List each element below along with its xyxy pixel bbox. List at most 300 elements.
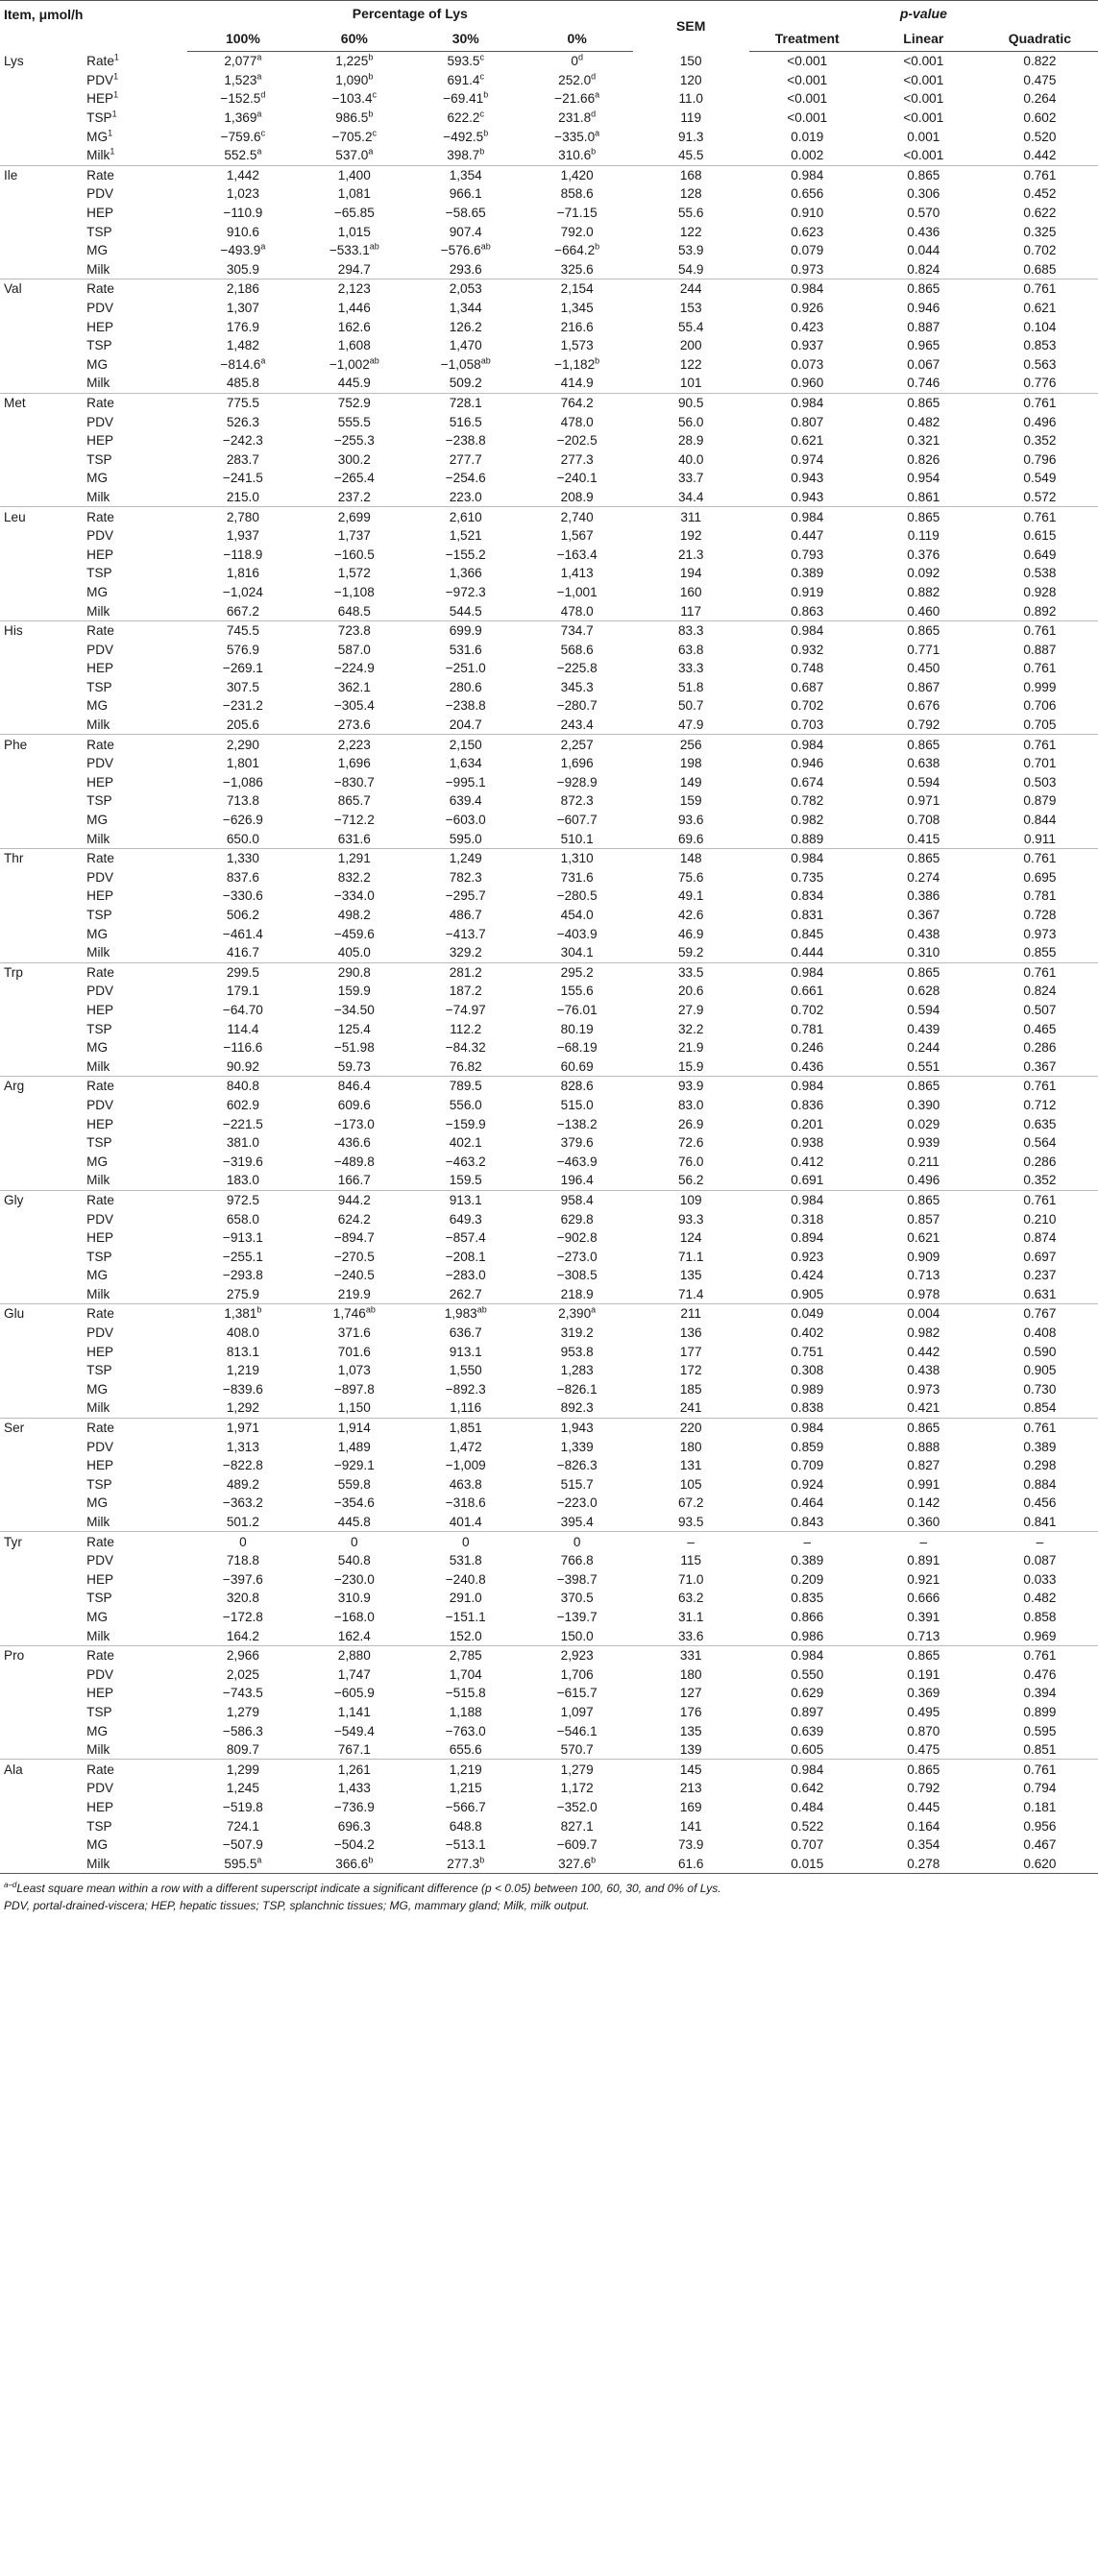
value-text: −913.1 <box>222 1230 263 1246</box>
value-text: 2,290 <box>226 737 259 752</box>
table-body <box>0 52 1098 1874</box>
pvalue-cell: 0.730 <box>1023 1381 1057 1397</box>
value-text: 1,851 <box>449 1421 482 1436</box>
table-row <box>0 1854 1098 1873</box>
value-cell <box>410 1398 522 1418</box>
metric-label: MG <box>86 698 109 714</box>
metric-label: Milk <box>86 1058 110 1074</box>
pvalue-cell: 0.884 <box>1023 1476 1057 1492</box>
pvalue-cell: 0.352 <box>1023 433 1057 449</box>
value-cell <box>299 1703 410 1722</box>
sem-cell: 32.2 <box>677 1021 704 1036</box>
value-text: 294.7 <box>337 261 371 277</box>
table-row <box>0 260 1098 279</box>
metric-cell <box>83 601 187 620</box>
value-text: 218.9 <box>560 1286 594 1301</box>
value-cell <box>187 355 299 375</box>
value-text: −280.7 <box>556 698 598 714</box>
table-row <box>0 1266 1098 1285</box>
column-header-100: 100% <box>187 26 299 52</box>
table-row <box>0 1285 1098 1304</box>
value-text: −928.9 <box>556 774 598 790</box>
value-cell <box>410 1324 522 1343</box>
value-cell <box>299 906 410 925</box>
pvalue-cell: 0.865 <box>866 507 982 526</box>
metric-cell <box>83 1551 187 1570</box>
metric-label: TSP <box>86 1021 112 1036</box>
value-text: 408.0 <box>226 1325 259 1341</box>
item-name-cell <box>0 336 83 355</box>
item-name-cell <box>0 1854 83 1873</box>
value-text: 2,610 <box>449 509 482 524</box>
value-text: 320.8 <box>226 1591 259 1606</box>
metric-label: MG <box>86 471 109 486</box>
pvalue-cell: 0.844 <box>1023 813 1057 828</box>
value-cell <box>187 336 299 355</box>
value-cell <box>299 317 410 336</box>
metric-label: HEP <box>86 1344 114 1359</box>
value-cell <box>299 943 410 962</box>
value-cell <box>187 906 299 925</box>
value-text: 595.5 <box>224 1856 257 1871</box>
value-cell <box>410 545 522 564</box>
value-text: 395.4 <box>560 1515 594 1530</box>
sem-cell: 145 <box>633 1760 749 1779</box>
item-name-cell <box>0 1816 83 1835</box>
pvalue-cell: 0.761 <box>982 165 1098 184</box>
value-text: 858.6 <box>560 186 594 202</box>
item-name-cell <box>0 1513 83 1532</box>
value-text: −103.4 <box>331 91 373 107</box>
value-text: 0 <box>239 1534 247 1549</box>
significance-superscript: b <box>595 241 600 252</box>
metric-label: HEP <box>86 319 114 334</box>
value-text: 166.7 <box>337 1173 371 1188</box>
sem-cell: 160 <box>679 584 702 599</box>
metric-cell <box>83 1001 187 1020</box>
pvalue-cell: 0.781 <box>791 1021 824 1036</box>
value-cell <box>187 811 299 830</box>
pvalue-cell: 0.310 <box>907 945 940 960</box>
value-text: −318.6 <box>445 1495 486 1511</box>
item-name-cell <box>0 1570 83 1590</box>
value-text: 1,015 <box>337 224 371 239</box>
value-cell <box>187 696 299 716</box>
value-text: 204.7 <box>449 717 482 733</box>
pvalue-cell: 0.781 <box>1023 888 1057 904</box>
value-cell <box>299 887 410 906</box>
value-cell <box>299 336 410 355</box>
pvalue-cell: 0.865 <box>866 1418 982 1437</box>
metric-cell <box>83 52 187 71</box>
pvalue-cell: 0.984 <box>749 1418 866 1437</box>
sem-cell: 220 <box>633 1418 749 1437</box>
sem-cell: 61.6 <box>633 1854 749 1873</box>
value-text: 1,310 <box>560 851 594 866</box>
pvalue-cell: 0.073 <box>791 356 824 372</box>
value-cell <box>299 1437 410 1456</box>
item-name-cell <box>0 868 83 887</box>
value-text: −586.3 <box>222 1723 263 1738</box>
value-text: 310.6 <box>558 148 592 163</box>
significance-superscript: b <box>595 355 600 366</box>
value-cell <box>410 1342 522 1361</box>
item-name-cell <box>0 1057 83 1076</box>
value-cell <box>299 1247 410 1266</box>
value-cell <box>522 1228 633 1248</box>
value-text: 2,053 <box>449 281 482 297</box>
pvalue-cell: 0.702 <box>791 698 824 714</box>
value-cell <box>187 184 299 204</box>
value-cell <box>299 393 410 412</box>
value-text: −664.2 <box>554 243 596 258</box>
pvalue-cell: 0.874 <box>1023 1230 1057 1246</box>
sem-cell: 73.9 <box>677 1837 704 1853</box>
value-cell <box>522 450 633 469</box>
value-text: −549.4 <box>333 1723 375 1738</box>
sem-cell: 55.4 <box>677 319 704 334</box>
value-cell <box>187 1001 299 1020</box>
value-cell <box>299 1570 410 1590</box>
value-text: 2,699 <box>337 509 371 524</box>
pvalue-cell: 0.713 <box>907 1268 940 1283</box>
significance-superscript: a <box>256 1855 262 1865</box>
pvalue-cell: 0.661 <box>791 984 824 999</box>
value-text: −254.6 <box>445 471 486 486</box>
pvalue-cell: 0.712 <box>1023 1097 1057 1112</box>
value-text: 602.9 <box>226 1097 259 1112</box>
value-text: −74.97 <box>445 1002 486 1017</box>
value-cell <box>410 1038 522 1057</box>
pvalue-cell: 0.954 <box>907 471 940 486</box>
value-text: 639.4 <box>449 793 482 809</box>
value-text: 76.82 <box>449 1058 482 1074</box>
sem-cell: 168 <box>633 165 749 184</box>
table-row <box>0 336 1098 355</box>
item-name-cell <box>0 1551 83 1570</box>
value-text: 2,150 <box>449 737 482 752</box>
value-cell <box>299 1475 410 1495</box>
value-cell <box>522 1456 633 1475</box>
value-text: 1,172 <box>560 1781 594 1796</box>
pvalue-cell: 0.761 <box>982 1645 1098 1665</box>
item-name-cell <box>0 1209 83 1228</box>
value-cell <box>522 89 633 109</box>
value-text: 2,780 <box>226 509 259 524</box>
significance-superscript: d <box>260 89 266 100</box>
significance-superscript: d <box>577 52 583 62</box>
pvalue-cell: 0.635 <box>1023 1116 1057 1131</box>
sem-cell: 83.3 <box>633 620 749 640</box>
value-cell <box>410 1798 522 1817</box>
value-text: −319.6 <box>222 1154 263 1169</box>
value-cell <box>187 109 299 128</box>
value-text: −354.6 <box>333 1495 375 1511</box>
table-row <box>0 773 1098 792</box>
significance-superscript: b <box>479 146 485 157</box>
pvalue-cell: 0.870 <box>907 1723 940 1738</box>
value-text: −152.5 <box>220 91 261 107</box>
value-cell <box>522 1019 633 1038</box>
value-text: 219.9 <box>337 1286 371 1301</box>
metric-cell <box>83 1228 187 1248</box>
metric-cell <box>83 1133 187 1153</box>
value-cell <box>522 1304 633 1324</box>
table-header <box>0 1 1098 52</box>
value-text: −1,108 <box>333 584 375 599</box>
value-text: 696.3 <box>337 1818 371 1834</box>
metric-superscript: 1 <box>113 71 119 82</box>
value-cell <box>187 545 299 564</box>
table-row <box>0 620 1098 640</box>
value-cell <box>522 241 633 260</box>
table-row <box>0 1398 1098 1418</box>
value-text: 329.2 <box>449 945 482 960</box>
value-cell <box>410 109 522 128</box>
pvalue-cell: 0.687 <box>791 679 824 694</box>
pvalue-cell: 0.853 <box>1023 338 1057 353</box>
value-text: 162.4 <box>337 1628 371 1643</box>
value-cell <box>410 1057 522 1076</box>
table-row <box>0 1456 1098 1475</box>
pvalue-cell: 0.897 <box>791 1704 824 1719</box>
value-cell <box>522 374 633 393</box>
pvalue-cell: 0.079 <box>791 243 824 258</box>
significance-superscript: d <box>591 109 597 119</box>
item-name-cell <box>0 1324 83 1343</box>
value-cell <box>299 279 410 299</box>
value-text: −241.5 <box>222 471 263 486</box>
pvalue-cell: 0.621 <box>1023 301 1057 316</box>
metric-label: TSP <box>86 451 112 467</box>
sem-cell: 150 <box>679 54 702 69</box>
pvalue-cell: 0.865 <box>866 735 982 754</box>
value-cell <box>522 1209 633 1228</box>
pvalue-cell: 0.865 <box>866 1190 982 1209</box>
value-cell <box>522 754 633 773</box>
pvalue-cell: 0.865 <box>866 848 982 867</box>
pvalue-cell: 0.984 <box>749 962 866 982</box>
value-cell <box>522 1324 633 1343</box>
metric-cell <box>83 469 187 488</box>
value-text: 478.0 <box>560 414 594 429</box>
value-cell <box>522 982 633 1001</box>
pvalue-cell: 0.244 <box>907 1040 940 1056</box>
value-cell <box>522 1626 633 1645</box>
metric-label: Rate <box>86 1534 114 1549</box>
value-text: −305.4 <box>333 698 375 714</box>
metric-cell <box>83 791 187 811</box>
pvalue-cell: 0.792 <box>907 717 940 733</box>
value-text: 986.5 <box>335 110 369 126</box>
metric-label: Milk <box>86 831 110 846</box>
value-cell <box>299 1342 410 1361</box>
value-text: −605.9 <box>333 1686 375 1701</box>
value-cell <box>187 1304 299 1324</box>
significance-superscript: b <box>368 1855 374 1865</box>
value-cell <box>187 89 299 109</box>
pvalue-cell: 0.956 <box>1023 1818 1057 1834</box>
value-cell <box>299 1398 410 1418</box>
pvalue-cell: 0.482 <box>1023 1591 1057 1606</box>
value-text: −515.8 <box>445 1686 486 1701</box>
value-text: 463.8 <box>449 1476 482 1492</box>
value-cell <box>299 526 410 546</box>
table-row <box>0 1247 1098 1266</box>
value-cell <box>187 1494 299 1513</box>
value-cell <box>522 1398 633 1418</box>
value-cell <box>410 1703 522 1722</box>
value-cell <box>187 1608 299 1627</box>
metric-label: Milk <box>86 376 110 391</box>
value-cell <box>299 260 410 279</box>
item-name-cell <box>0 1456 83 1475</box>
table-row <box>0 526 1098 546</box>
metric-cell <box>83 374 187 393</box>
significance-superscript: b <box>591 1855 597 1865</box>
value-text: −230.0 <box>333 1571 375 1587</box>
value-text: 540.8 <box>337 1553 371 1568</box>
value-text: −413.7 <box>445 926 486 941</box>
pvalue-cell: 0.984 <box>749 735 866 754</box>
table-row <box>0 791 1098 811</box>
metric-cell <box>83 393 187 412</box>
value-text: 436.6 <box>337 1135 371 1151</box>
pvalue-cell: 0.982 <box>907 1325 940 1341</box>
value-cell <box>410 1266 522 1285</box>
value-cell <box>187 1703 299 1722</box>
metric-superscript: 1 <box>113 52 119 62</box>
pvalue-cell: 0.656 <box>791 186 824 202</box>
significance-superscript: ab <box>369 355 379 366</box>
table-row <box>0 1665 1098 1684</box>
value-text: −240.5 <box>333 1268 375 1283</box>
pvalue-cell: 0.629 <box>791 1686 824 1701</box>
metric-label: HEP <box>86 1230 114 1246</box>
value-cell <box>299 1228 410 1248</box>
value-text: 1,292 <box>226 1400 259 1416</box>
value-text: 262.7 <box>449 1286 482 1301</box>
value-text: −280.5 <box>556 888 598 904</box>
sem-cell: 131 <box>679 1458 702 1473</box>
value-cell <box>522 1703 633 1722</box>
value-text: 1,023 <box>226 186 259 202</box>
value-cell <box>522 1038 633 1057</box>
value-text: 837.6 <box>226 869 259 885</box>
metric-label: MG <box>86 1154 109 1169</box>
pvalue-cell: 0.442 <box>1023 148 1057 163</box>
value-text: −330.6 <box>222 888 263 904</box>
sem-cell: 120 <box>679 72 702 87</box>
metric-cell <box>83 1266 187 1285</box>
pvalue-cell: 0.564 <box>1023 1135 1057 1151</box>
value-text: 2,154 <box>560 281 594 297</box>
sem-cell: 33.5 <box>633 962 749 982</box>
metric-cell <box>83 1513 187 1532</box>
pvalue-cell: 0.666 <box>907 1591 940 1606</box>
table-row <box>0 1077 1098 1096</box>
table-row <box>0 601 1098 620</box>
table-row <box>0 1589 1098 1608</box>
pvalue-cell: 0.761 <box>982 507 1098 526</box>
pvalue-cell: 0.550 <box>791 1666 824 1682</box>
pvalue-cell: 0.761 <box>982 393 1098 412</box>
metric-superscript: 1 <box>110 146 115 157</box>
value-text: 327.6 <box>558 1856 592 1871</box>
sem-cell: 46.9 <box>677 926 704 941</box>
footnote-significance <box>4 1880 1094 1897</box>
value-cell <box>410 336 522 355</box>
value-cell <box>187 659 299 678</box>
table-row <box>0 678 1098 697</box>
value-text: 775.5 <box>226 395 259 410</box>
sem-cell: 67.2 <box>677 1495 704 1511</box>
value-text: −463.9 <box>556 1154 598 1169</box>
value-cell <box>187 982 299 1001</box>
table-row <box>0 545 1098 564</box>
pvalue-cell: 0.594 <box>907 774 940 790</box>
pvalue-cell: 0.622 <box>1023 206 1057 221</box>
metric-label: PDV <box>86 528 114 544</box>
value-cell <box>187 1398 299 1418</box>
value-cell <box>187 962 299 982</box>
value-text: 454.0 <box>560 908 594 923</box>
value-cell <box>299 1304 410 1324</box>
value-cell <box>410 1835 522 1855</box>
value-text: 907.4 <box>449 224 482 239</box>
value-text: 283.7 <box>226 451 259 467</box>
pvalue-cell: 0.467 <box>1023 1837 1057 1853</box>
value-text: 515.7 <box>560 1476 594 1492</box>
table-row <box>0 1437 1098 1456</box>
metric-cell <box>83 962 187 982</box>
metric-cell <box>83 1057 187 1076</box>
value-cell <box>410 640 522 659</box>
value-text: −603.0 <box>445 813 486 828</box>
value-cell <box>522 811 633 830</box>
sem-cell: 109 <box>633 1190 749 1209</box>
table-row <box>0 1114 1098 1133</box>
value-text: −65.85 <box>333 206 375 221</box>
value-cell <box>522 336 633 355</box>
metric-label: TSP <box>86 338 112 353</box>
footnote-abbreviations: PDV, portal-drained-viscera; HEP, hepatic tissues; TSP, splanchnic tissues; MG, mammary gland; Milk, milk output. <box>4 1899 590 1912</box>
value-cell <box>410 204 522 223</box>
value-cell <box>299 1190 410 1209</box>
sem-cell: 83.0 <box>677 1097 704 1112</box>
table-row <box>0 469 1098 488</box>
value-text: −163.4 <box>556 547 598 562</box>
metric-label: TSP <box>86 1476 112 1492</box>
sem-cell: 56.0 <box>677 414 704 429</box>
item-name-cell <box>0 906 83 925</box>
item-name-cell: His <box>0 620 83 640</box>
value-cell <box>522 773 633 792</box>
value-text: 498.2 <box>337 908 371 923</box>
sem-cell: 93.6 <box>677 813 704 828</box>
item-name-cell <box>0 696 83 716</box>
pvalue-cell: 0.621 <box>907 1230 940 1246</box>
table-row <box>0 507 1098 526</box>
value-text: −159.9 <box>445 1116 486 1131</box>
metric-label: Rate <box>86 1306 114 1322</box>
metric-cell <box>83 241 187 260</box>
sem-cell: 135 <box>679 1723 702 1738</box>
metric-label: Milk <box>86 1400 110 1416</box>
value-cell <box>187 1209 299 1228</box>
metric-cell <box>83 640 187 659</box>
value-text: 1,523 <box>224 72 257 87</box>
